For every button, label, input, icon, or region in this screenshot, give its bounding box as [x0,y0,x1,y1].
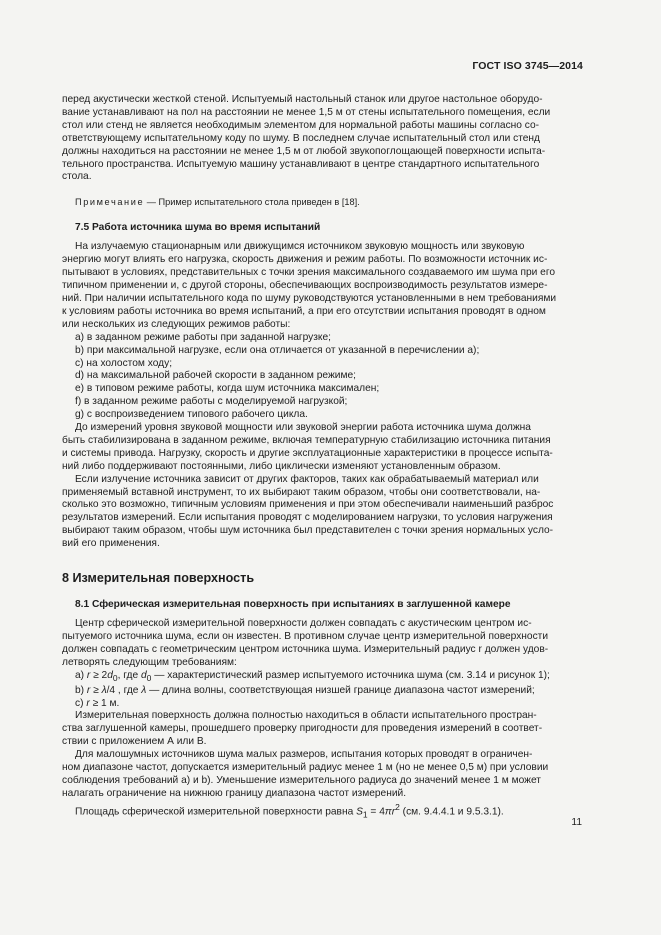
text-line: пытуемого источника шума, если он известен. В противном случае центр измерительной поверхности [62,631,549,642]
text-line: к условиям работы источника во время испытаний, а при его отсутствии испытания проводят в одном [62,305,546,317]
symbol-s: S [356,806,363,818]
list-item-c [62,698,583,711]
list-item: g) с воспроизведением типового рабочего цикла. [75,409,308,421]
list-item-a [62,670,583,685]
text-line: должны находиться на расстоянии не менее 1,5 м от любой звукопоглощающей поверхности испыта- [62,145,546,157]
note-text: — Пример испытательного стола приведен в [18]. [144,197,360,208]
text-line: выбирают таким образом, чтобы шум источника был представителен с точки зрения нормальных усло- [62,525,554,537]
text-line: перед акустически жесткой стеной. Испытуемый настольный станок или другое настольное оборудо- [62,94,543,105]
text-run: = 4 [367,806,385,818]
s75-paragraph-2 [62,422,583,474]
item-prefix: a) [75,669,87,681]
list-item: b) при максимальной нагрузке, если она отличается от указанной в перечислении а); [75,344,480,356]
s81-radius-list [62,670,583,711]
text-line: тельного пространства. Испытуемую машину устанавливают в центре стандартного испытательного [62,158,540,170]
text-line: ний либо поддерживают постоянными, либо циклически изменяют установленным образом. [62,460,501,472]
symbol-pi: π [384,806,392,818]
text-line: должен совпадать с геометрическим центром источника шума. Измерительный радиус r должен удов- [62,643,549,655]
symbol-r: r [391,806,396,818]
list-item: e) в типовом режиме работы, когда шум источника максимален; [75,383,380,395]
symbol-r: r [86,697,90,709]
item-text: — длина волны, соответствующая низшей границе диапазона частот измерений; [146,684,535,696]
text-line: результатов измерений. Если испытания проводят с моделированием нагрузки, то условия нагружения [62,512,553,524]
text-line: сколько это возможно, типичным условиям применения и при этом обеспечивали наименьший разброс [62,499,554,511]
list-item-b [62,685,583,698]
item-text: ≥ [90,684,102,696]
list-item: c) на холостом ходу; [75,357,173,369]
s81-paragraph-4 [62,801,583,821]
text-line: стола. [62,171,92,183]
text-line: типичном применении и, с другой стороны, обеспечивающих воспроизводимость результатов измере- [62,280,548,292]
text-line: ства заглушенной камеры, прошедшего проверку пригодности для проведения измерений в соответ- [62,723,543,735]
note-label: Примечание [75,197,145,208]
text-run: (см. 9.4.4.1 и 9.5.3.1). [399,806,504,818]
standard-header: ГОСТ ISO 3745—2014 [472,60,583,72]
s81-paragraph-3 [62,749,583,801]
item-text: , где [117,669,141,681]
symbol-d: d [140,669,147,681]
text-line: ний. При наличии испытательного кода по шуму руководствуются установленными в нем требованиями [62,292,557,304]
text-line: летворять следующим требованиям: [62,656,237,668]
symbol-d: d [107,669,113,681]
subscript: 0 [146,672,152,683]
text-line: или нескольких из следующих режимов работы: [62,318,291,330]
s75-paragraph-3 [62,474,583,551]
list-item: d) на максимальной рабочей скорости в заданном режиме; [75,370,356,382]
item-prefix: c) [75,697,87,709]
page-number: 11 [571,817,582,828]
text-line: налагать ограничение на нижнюю границу диапазона частот измерений. [62,787,407,799]
page-body [62,94,583,821]
s81-paragraph-1 [62,618,583,670]
text-line: применяемый вставной инструмент, то их выбирают таким образом, чтобы они соответствовали, на- [62,486,541,498]
item-text: ≥ 1 м. [89,697,120,709]
subscript: 0 [112,672,118,683]
text-line: ответствующему испытательному коду по шуму. В последнем случае испытательный стол или стенд [62,132,540,144]
item-text: ≥ 2 [90,669,108,681]
list-item: a) в заданном режиме работы при заданной нагрузке; [75,331,331,343]
symbol-r: r [86,669,91,681]
subscript: 1 [362,809,368,820]
item-prefix: b) [75,684,87,696]
list-item: f) в заданном режиме работы с моделируемой нагрузкой; [75,396,348,408]
text-line: ном диапазоне частот, допускается измерительный радиус менее 1 м (но не менее 0,5 м) при условии [62,762,549,774]
section-7-5-heading: 7.5 Работа источника шума во время испытаний [75,222,321,234]
note [62,196,583,208]
text-line: стол или стенд не является необходимым элементом для нормальной работы машины согласно со- [62,119,540,131]
text-line: ствии с приложением А или В. [62,736,207,748]
text-line: энергию могут влиять его нагрузка, скорость движения и режим работы. По возможности источник ис- [62,254,548,266]
text-line: На излучаемую стационарным или движущимся источником звуковую мощность или звуковую [75,241,525,253]
s75-paragraph-1 [62,241,583,331]
symbol-lambda: λ [101,684,107,696]
text-line: Для малошумных источников шума малых размеров, испытания которых проводят в ограничен- [75,749,533,761]
superscript: 2 [395,801,400,812]
intro-paragraph [62,94,583,184]
text-line: вий его применения. [62,538,160,550]
s75-mode-list [62,332,583,422]
text-run: Площадь сферической измерительной поверхности равна [75,806,357,818]
s81-paragraph-2 [62,710,583,749]
text-line: быть стабилизирована в заданном режиме, включая температурную стабилизацию источника питания [62,434,551,446]
text-line: Если излучение источника зависит от других факторов, таких как обрабатываемый материал или [75,473,539,485]
text-line: соблюдения требований а) и b). Уменьшение измерительного радиуса до значений менее 1 м может [62,775,541,786]
section-8-1-heading: 8.1 Сферическая измерительная поверхность при испытаниях в заглушенной камере [75,599,511,611]
text-line: и системы привода. Нагрузку, скорость и другие эксплуатационные характеристики в процессе испыта- [62,447,553,459]
text-line: Измерительная поверхность должна полностью находиться в области испытательного простран- [75,710,537,722]
text-line: вание устанавливают на пол на расстоянии не менее 1,5 м от стены испытательного помещения, если [62,106,551,118]
text-line: Центр сферической измерительной поверхности должен совпадать с акустическим центром ис- [75,618,532,630]
text-line: До измерений уровня звуковой мощности или звуковой энергии работа источника шума должна [75,422,531,434]
item-text: /4 , где [106,684,142,696]
symbol-r: r [86,684,91,696]
text-line: пытывают в условиях, представительных с точки зрения максимального создаваемого им шума при его [62,267,556,279]
item-text: — характеристический размер испытуемого источника шума (см. 3.14 и рисунок 1); [151,669,550,681]
section-8-heading: 8 Измерительная поверхность [62,571,255,586]
symbol-lambda: λ [141,684,147,696]
